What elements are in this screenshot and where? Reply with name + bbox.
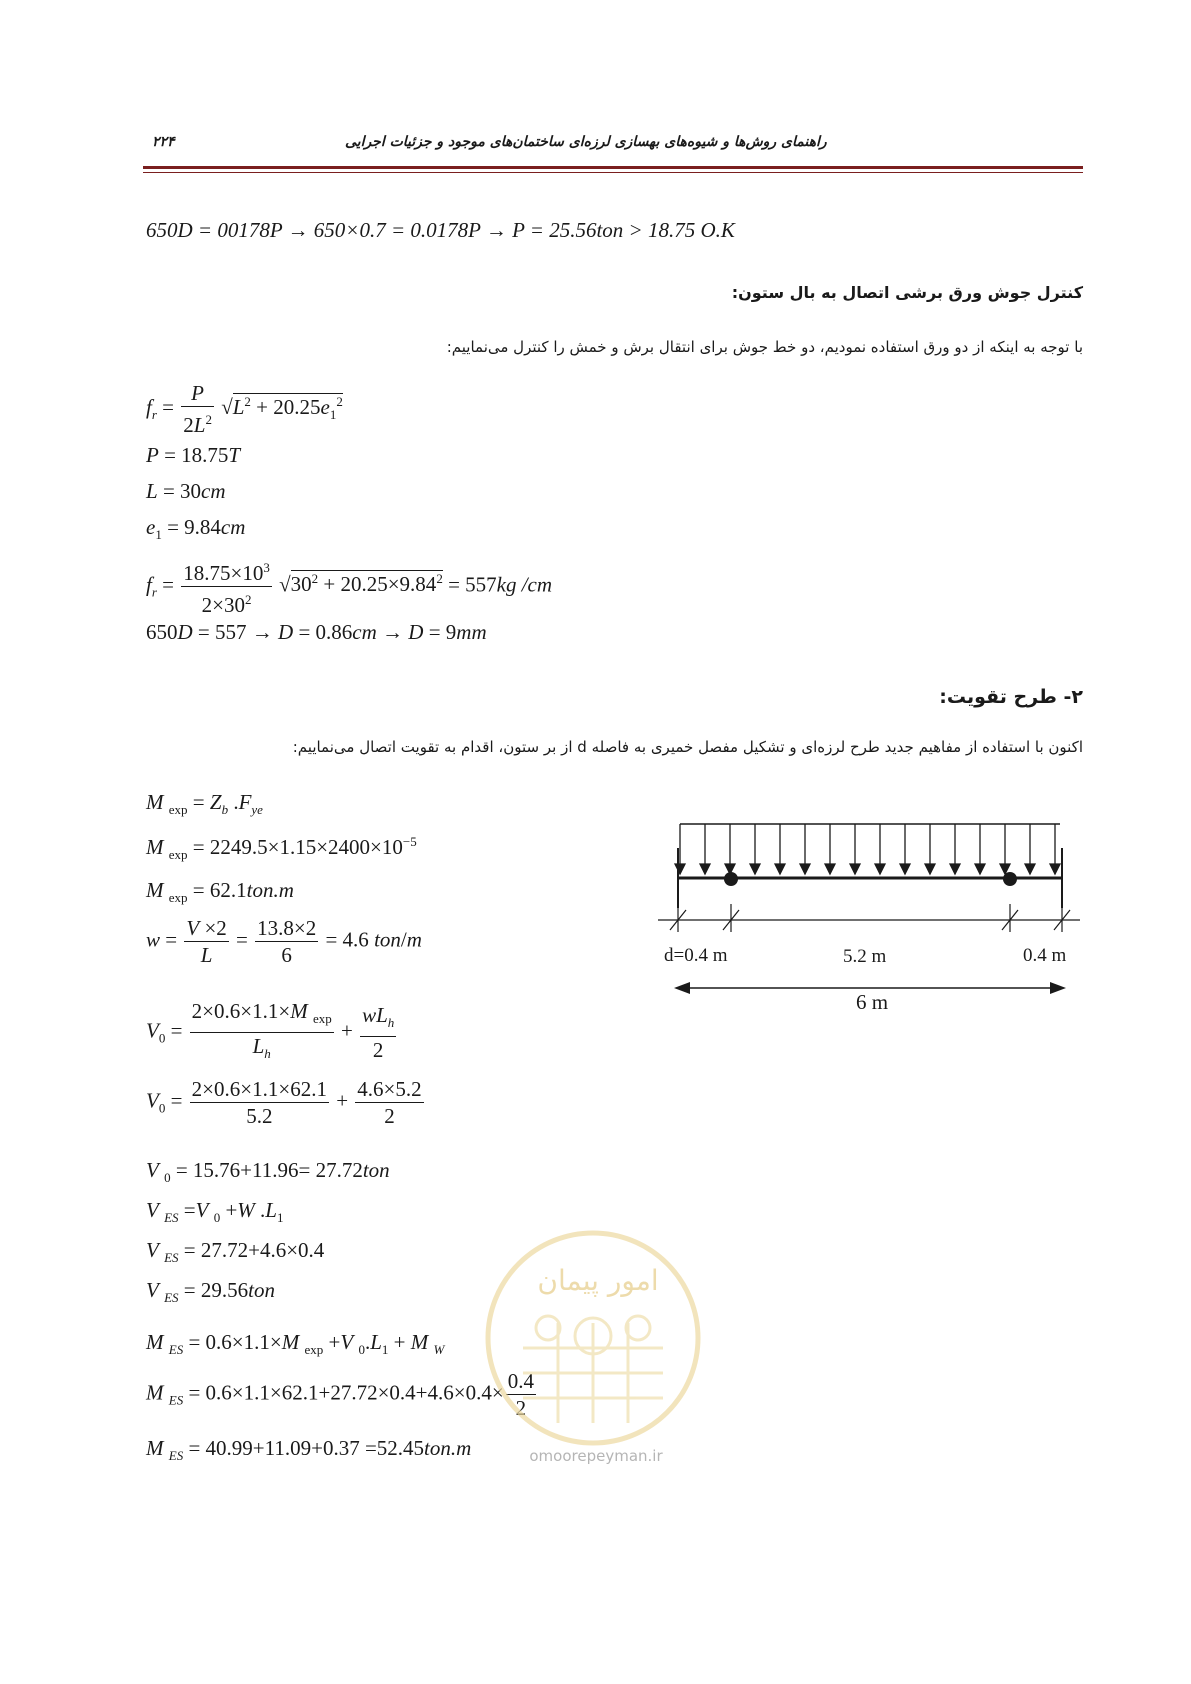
- dim-label-left: d=0.4 m: [664, 945, 728, 966]
- header-rule-thin: [143, 172, 1083, 173]
- eq-v0-formula: $V_0$ = $\frac{2\times 0.6\times 1.1\times M _{exp}}{L_h}$ + $\frac{wL_h}{2}$: [146, 999, 395, 1063]
- beam-load-diagram: [650, 810, 1090, 1025]
- eq-weld-size: 650D = 557 → D = 0.86cm → D = 9mm: [146, 620, 487, 644]
- eq-ves-formula: V $_{ES}$ =V $_0$ +W $.L_1$: [146, 1198, 284, 1226]
- plastic-hinge-left: [724, 872, 738, 886]
- eq-l-value: L = 30cm: [146, 479, 226, 503]
- section-paragraph-retrofit: اکنون با استفاده از مفاهیم جدید طرح لرزه‌ای و تشکیل مفصل خمیری به فاصله d از بر ستون، اقدام به تقویت اتصال می‌نماییم:: [292, 738, 1083, 756]
- dim-label-middle: 5.2 m: [843, 946, 887, 967]
- eq-ves-result: V $_{ES}$ = 29.56ton: [146, 1278, 275, 1306]
- dim-label-right: 0.4 m: [1023, 945, 1067, 966]
- plastic-hinge-right: [1003, 872, 1017, 886]
- eq-fr-formula: $f_r$ = $\frac{P}{2L^2}$ $√L^2 + 20.25e_1^2$: [146, 381, 343, 437]
- eq-mexp-formula: M $_{exp} = Z_b$ $.F_{ye}$: [146, 790, 263, 818]
- distributed-load-arrows: [675, 824, 1060, 874]
- eq-v0-result: V $_0$ = 15.76+11.96= 27.72ton: [146, 1158, 390, 1186]
- eq-p-value: P = 18.75T: [146, 443, 241, 467]
- eq-mes-numeric: M $_{ES}$ = 0.6×1.1×62.1+27.72×0.4+4.6×0.4× $\frac{0.4}{2}$: [146, 1369, 534, 1420]
- eq-fr-numeric: $f_r$ = $\frac{18.75\times 10^3}{2\times 30^2}$ $√30^2 + 20.25\times 9.84^2 = 557kg$ /cm: [146, 555, 552, 618]
- eq-mexp-result: M $_{exp}$ = 62.1ton.m: [146, 878, 294, 906]
- header-rule: [143, 166, 1083, 169]
- section-heading-retrofit: ۲- طرح تقویت:: [939, 686, 1083, 708]
- section-paragraph-weld-check: با توجه به اینکه از دو ورق استفاده نمودیم، دو خط جوش برای انتقال برش و خمش را کنترل می‌نماییم:: [446, 338, 1083, 356]
- dim-label-total: 6 m: [856, 990, 889, 1014]
- watermark-logo-text: امور پیمان: [537, 1264, 659, 1297]
- eq-mes-formula: M $_{ES}$ = 0.6×1.1×M $_{exp}$ +V $_0.L_1 + M$ $_W$: [146, 1330, 445, 1358]
- page-number: ۲۲۴: [152, 134, 175, 150]
- eq-ves-numeric: V $_{ES}$ = 27.72+4.6×0.4: [146, 1238, 325, 1266]
- eq-v0-numeric: $V_0$ = $\frac{2\times 0.6\times 1.1\times 62.1}{5.2}$ + $\frac{4.6\times 5.2}{2}$: [146, 1077, 422, 1128]
- watermark-site: omoorepeyman.ir: [529, 1447, 663, 1465]
- eq-mexp-numeric: M $_{exp} = 2249.5\times 1.15\times 2400\times 10^{-5}$: [146, 834, 417, 863]
- section-heading-weld-check: کنترل جوش ورق برشی اتصال به بال ستون:: [731, 283, 1083, 302]
- equation-top: 650D = 00178P → 650×0.7 = 0.0178P → P = 25.56ton > 18.75 O.K: [146, 218, 735, 242]
- eq-w-load: w = $\frac{V \times 2}{L}$ = $\frac{13.8\times 2}{6}$ = 4.6 ton/m: [146, 916, 422, 967]
- watermark-logo: [468, 1228, 718, 1468]
- eq-mes-result: M $_{ES}$ = 40.99+11.09+0.37 =52.45ton.m: [146, 1436, 472, 1464]
- running-header-title: راهنمای روش‌ها و شیوه‌های بهسازی لرزه‌ای ساختمان‌های موجود و جزئیات اجرایی: [345, 134, 827, 150]
- eq-e1-value: $e_1 = 9.84cm$: [146, 515, 246, 543]
